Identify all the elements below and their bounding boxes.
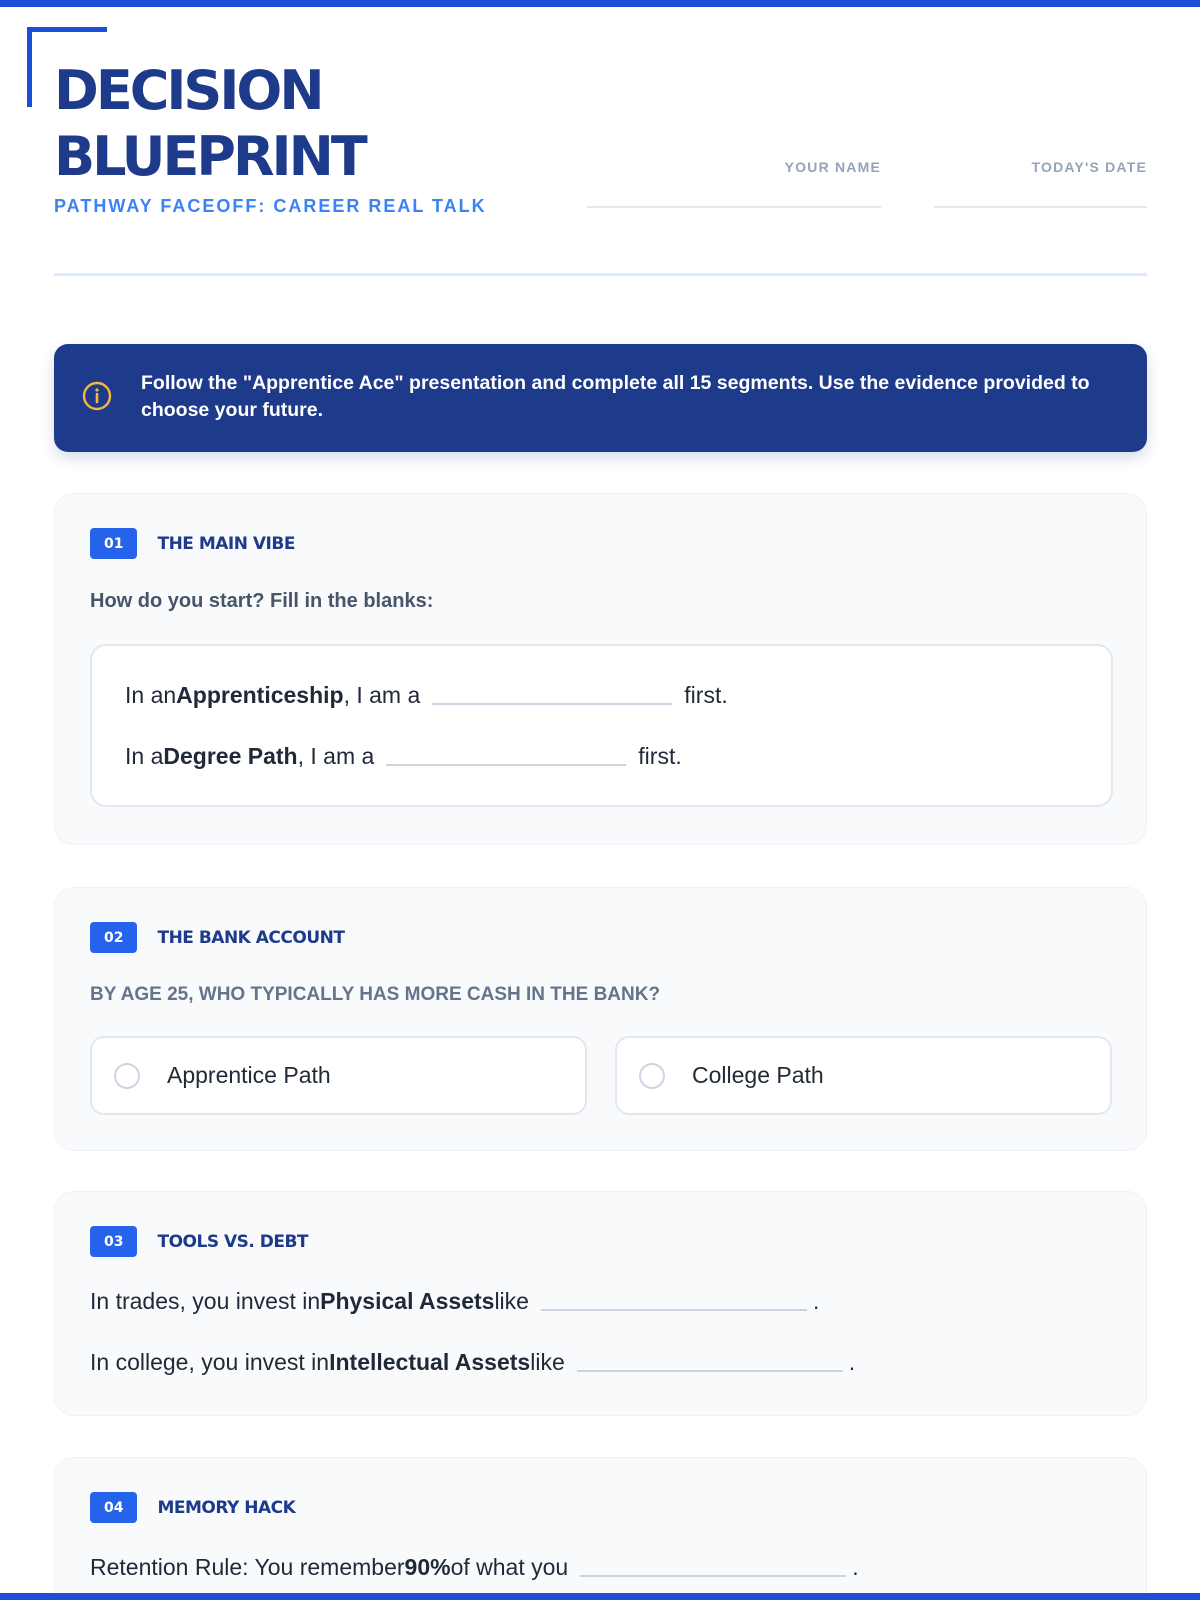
line-text-post: . — [812, 1288, 820, 1314]
section-number-badge: 02 — [90, 922, 137, 953]
line-text-mid: of what you — [450, 1554, 569, 1580]
section-prompt: How do you start? Fill in the blanks: — [90, 590, 434, 612]
section-number-badge: 01 — [90, 528, 137, 559]
todays-date-line[interactable] — [934, 206, 1147, 208]
option-label: College Path — [692, 1062, 824, 1088]
line-text-bold: Physical Assets — [320, 1288, 495, 1314]
line-text-mid: like — [530, 1349, 565, 1375]
answer-blank[interactable] — [541, 1309, 807, 1311]
answer-blank[interactable] — [386, 764, 626, 766]
section-number-badge: 03 — [90, 1226, 137, 1257]
info-icon — [82, 381, 112, 411]
page-title-line-1: DECISION — [54, 59, 322, 122]
radio-button[interactable] — [114, 1063, 140, 1089]
section-title: MEMORY HACK — [157, 1497, 296, 1518]
section-header — [90, 528, 295, 559]
your-name-field[interactable] — [587, 159, 881, 208]
line-text-pre: In a — [125, 743, 164, 769]
section-card-02 — [54, 887, 1147, 1151]
option-apprentice-path[interactable] — [90, 1036, 587, 1115]
fill-in-line — [125, 743, 682, 770]
line-text-post: first. — [638, 743, 682, 769]
answer-blank[interactable] — [577, 1370, 843, 1372]
todays-date-field[interactable] — [934, 159, 1147, 208]
radio-button[interactable] — [639, 1063, 665, 1089]
fill-in-line — [90, 1554, 859, 1581]
page-title — [54, 58, 365, 190]
page-title-line-2: BLUEPRINT — [54, 125, 365, 188]
fill-in-line — [90, 1288, 819, 1315]
line-text-post: . — [848, 1349, 856, 1375]
line-text-bold: 90% — [404, 1554, 451, 1580]
line-text-bold: Apprenticeship — [176, 682, 344, 708]
line-text-bold: Intellectual Assets — [329, 1349, 531, 1375]
line-text-pre: In college, you invest in — [90, 1349, 330, 1375]
your-name-label: YOUR NAME — [784, 159, 881, 175]
your-name-line[interactable] — [587, 206, 881, 208]
section-title: THE BANK ACCOUNT — [157, 927, 345, 948]
section-header — [90, 922, 344, 953]
header-divider — [54, 273, 1147, 276]
line-text-mid: like — [494, 1288, 529, 1314]
option-label: Apprentice Path — [167, 1062, 331, 1088]
page-subtitle: PATHWAY FACEOFF: CAREER REAL TALK — [54, 196, 487, 216]
line-text-post: first. — [684, 682, 728, 708]
answer-blank[interactable] — [432, 703, 672, 705]
section-title: THE MAIN VIBE — [157, 533, 295, 554]
line-text-pre: In trades, you invest in — [90, 1288, 321, 1314]
fill-in-line — [125, 682, 728, 709]
line-text-mid: , I am a — [343, 682, 421, 708]
section-number-badge: 04 — [90, 1492, 137, 1523]
section-card-01 — [54, 493, 1147, 845]
instructions-banner — [54, 344, 1147, 452]
section-title: TOOLS VS. DEBT — [157, 1231, 309, 1252]
section-header — [90, 1492, 295, 1523]
fill-in-box — [90, 644, 1113, 807]
line-text-bold: Degree Path — [163, 743, 298, 769]
todays-date-label: TODAY'S DATE — [1031, 159, 1147, 175]
fill-in-line — [90, 1349, 855, 1376]
section-header — [90, 1226, 308, 1257]
line-text-mid: , I am a — [297, 743, 375, 769]
bottom-accent-bar — [0, 1593, 1200, 1600]
line-text-pre: Retention Rule: You remember — [90, 1554, 405, 1580]
section-card-03 — [54, 1191, 1147, 1416]
section-card-04 — [54, 1457, 1147, 1600]
line-text-pre: In an — [125, 682, 177, 708]
option-college-path[interactable] — [615, 1036, 1112, 1115]
line-text-post: . — [852, 1554, 859, 1580]
instructions-text: Follow the "Apprentice Ace" presentation and complete all 15 segments. Use the evidence provided to choose your future. — [141, 372, 1090, 421]
answer-blank[interactable] — [580, 1575, 846, 1577]
top-accent-bar — [0, 0, 1200, 7]
section-prompt: BY AGE 25, WHO TYPICALLY HAS MORE CASH IN THE BANK? — [90, 984, 661, 1005]
